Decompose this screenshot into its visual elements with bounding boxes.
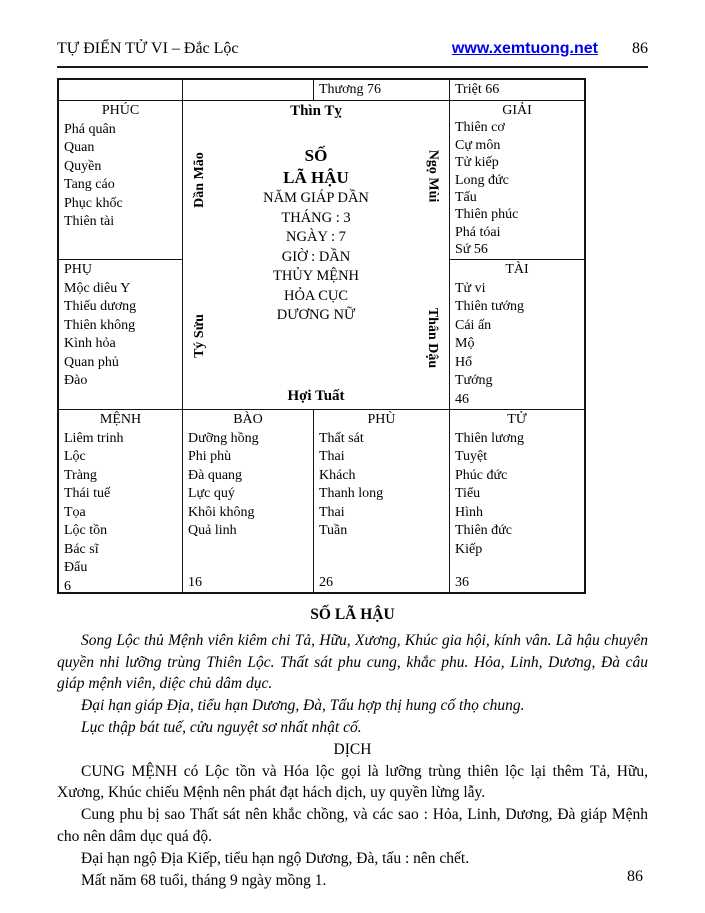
palace-title-phuc: PHÚC (101, 103, 140, 118)
list-item: Kiếp (455, 541, 483, 557)
top-row-empty-cell-2 (183, 80, 314, 101)
header-page-number: 86 (632, 40, 648, 57)
list-item: Quan phủ (64, 354, 119, 370)
list-item: DƯƠNG NỮ (276, 307, 356, 323)
chart-center-cell (183, 101, 450, 410)
list-item: Thiên tài (64, 214, 115, 229)
palace-phuc (59, 101, 183, 260)
palace-items-tu (455, 430, 579, 560)
palace-tai (450, 260, 584, 410)
article-heading: SỐ LÃ HẬU (310, 606, 395, 623)
branch-label-ty-suu: Tý Sửu (192, 314, 207, 358)
palace-items-phuc (64, 121, 177, 232)
list-item: HỎA CỤC (283, 287, 349, 304)
article-section (57, 604, 648, 891)
list-item: Lộc tồn (64, 523, 108, 538)
palace-items-bao (188, 430, 308, 541)
list-item: Phá tóai (455, 224, 501, 240)
palace-title-bao: BÀO (233, 412, 263, 427)
triet-label-cell: Triệt 66 (450, 80, 584, 101)
list-item: Hổ (455, 354, 473, 370)
palace-items-phu-cung (319, 430, 444, 541)
classic-paragraph: Song Lộc thủ Mệnh viên kiêm chi Tả, Hữu, Xương, Khúc gia hội, kính vân. Lã hậu chuyên quyền nhi lưỡng trùng Thiên Lộc. Thất sát phu cung, khắc phu. Hỏa, Linh, Dương, Đà câu giáp mệnh viên, diệc chủ dâm dục. (57, 631, 648, 693)
website-link[interactable]: www.xemtuong.net (451, 40, 598, 57)
palace-title-menh: MỆNH (99, 412, 142, 427)
chart-title-line2: LÃ HẬU (283, 168, 349, 187)
thuong-label-cell: Thương 76 (314, 80, 450, 101)
list-item: Đẩu (64, 560, 88, 575)
list-item: Tang cáo (64, 177, 115, 192)
list-item: Tọa (64, 504, 86, 520)
palace-giai (450, 101, 584, 260)
age-number-bao: 16 (188, 574, 202, 590)
list-item: Tiểu (455, 486, 481, 501)
list-item: Thiên không (64, 317, 136, 333)
list-item: Thái tuế (64, 486, 111, 501)
list-item: Thiên đức (455, 523, 512, 538)
palace-title-giai: GIẢI (502, 103, 532, 118)
palace-menh (59, 410, 183, 592)
branch-label-hoi-tuat: Hợi Tuất (287, 388, 345, 404)
branch-label-dan-mao: Dần Mão (192, 152, 207, 208)
list-item: Tử vi (455, 280, 486, 296)
list-item: Lộc (64, 449, 86, 464)
list-item: Tràng (64, 467, 97, 483)
palace-tu (450, 410, 584, 592)
list-item: NĂM GIÁP DẦN (263, 190, 369, 206)
translation-paragraph: Mất năm 68 tuổi, tháng 9 ngày mồng 1. (81, 871, 327, 889)
age-number-tai: 46 (455, 391, 469, 407)
list-item: Dưỡng hồng (188, 430, 259, 446)
list-item: Quyền (64, 158, 102, 174)
list-item: Bác sĩ (64, 541, 99, 557)
list-item: Thiếu dương (64, 299, 137, 314)
list-item: Tướng (455, 373, 493, 388)
list-item: Thiên tướng (455, 299, 525, 314)
list-item: Phục khốc (64, 195, 123, 211)
palace-title-tai: TÀI (505, 262, 529, 277)
list-item: Tuyệt (455, 449, 488, 464)
list-item: Khách (319, 467, 356, 483)
list-item: Sứ 56 (455, 242, 488, 258)
palace-items-giai (455, 119, 579, 258)
translation-paragraph: Cung phu bị sao Thất sát nên khắc chồng, và các sao : Hỏa, Linh, Dương, Đà giáp Mệnh cho nên dâm dục quá độ. (57, 806, 648, 845)
list-item: Lực quý (188, 486, 235, 501)
branch-label-than-dau: Thân Dậu (425, 307, 440, 369)
chart-birth-info (207, 189, 425, 326)
list-item: Quả linh (188, 523, 237, 538)
list-item: Tuần (319, 523, 348, 538)
list-item: Cái ấn (455, 317, 492, 333)
list-item: Long đức (455, 172, 509, 188)
branch-label-thin-ty: Thìn Tỵ (290, 103, 342, 119)
header-divider (57, 66, 648, 68)
list-item: Khôi không (188, 504, 255, 520)
palace-phu (59, 260, 183, 410)
list-item: Thai (319, 449, 345, 464)
list-item: Tấu (455, 190, 477, 206)
palace-items-phu (64, 280, 177, 391)
translation-paragraph: CUNG MỆNH có Lộc tồn và Hóa lộc gọi là lưỡng trùng thiên lộc lại thêm Tả, Hữu, Xương, Khúc chiếu Mệnh nên phát đạt hách dịch, uy quyền lừng lẫy. (57, 762, 648, 802)
list-item: Phi phù (188, 449, 232, 464)
tuvi-chart-table (57, 78, 586, 594)
classic-paragraph: Đại hạn giáp Địa, tiểu hạn Dương, Đà, Tấu hợp thị hung cố thọ chung. (81, 697, 525, 715)
palace-title-tu: TỬ (507, 412, 527, 427)
list-item: Liêm trinh (64, 430, 124, 446)
top-row-empty-cell-1 (59, 80, 183, 101)
branch-label-ngo-mui: Ngọ Mùi (425, 149, 440, 203)
list-item: Thiên cơ (455, 120, 505, 136)
list-item: Hình (455, 504, 483, 520)
list-item: Phúc đức (455, 467, 508, 483)
list-item: THỦY MỆNH (272, 268, 360, 284)
list-item: Thất sát (319, 430, 364, 446)
palace-bao (183, 410, 314, 592)
palace-phu-cung (314, 410, 450, 592)
list-item: Đà quang (188, 467, 243, 483)
palace-items-menh (64, 430, 177, 578)
list-item: Tử kiếp (455, 155, 499, 171)
list-item: Cự môn (455, 137, 501, 153)
list-item: NGÀY : 7 (286, 229, 346, 245)
list-item: Phá quân (64, 121, 116, 137)
classic-paragraph: Lục thập bát tuế, cửu nguyệt sơ nhất nhật cố. (81, 718, 362, 736)
book-title: TỰ ĐIỂN TỬ VI – Đắc Lộc (57, 40, 239, 57)
list-item: Quan (64, 140, 95, 155)
list-item: Mộ (455, 336, 475, 351)
list-item: Thiên phúc (455, 207, 519, 223)
list-item: THÁNG : 3 (281, 209, 351, 226)
palace-title-phu: PHỤ (64, 262, 93, 277)
palace-title-phu-cung: PHÙ (367, 412, 396, 427)
translation-paragraph: Đại hạn ngộ Địa Kiếp, tiểu hạn ngộ Dương, Đà, tấu : nên chết. (81, 849, 470, 867)
palace-items-tai (455, 280, 579, 391)
list-item: Thai (319, 504, 345, 520)
dich-heading: DỊCH (333, 740, 372, 758)
list-item: GIỜ : DẦN (281, 248, 351, 265)
list-item: Đào (64, 373, 88, 388)
page-header (57, 40, 648, 58)
list-item: Kình hỏa (64, 336, 116, 351)
age-number-menh: 6 (64, 578, 71, 592)
chart-center-info (207, 145, 425, 326)
list-item: Thanh long (319, 486, 384, 501)
header-right-group (452, 40, 648, 58)
list-item: Mộc diêu Y (64, 280, 131, 296)
footer-page-number: 86 (627, 868, 643, 885)
chart-title-line1: SỐ (304, 146, 328, 165)
list-item: Thiên lương (455, 430, 525, 446)
age-number-phu-cung: 26 (319, 574, 333, 590)
age-number-tu: 36 (455, 574, 469, 590)
